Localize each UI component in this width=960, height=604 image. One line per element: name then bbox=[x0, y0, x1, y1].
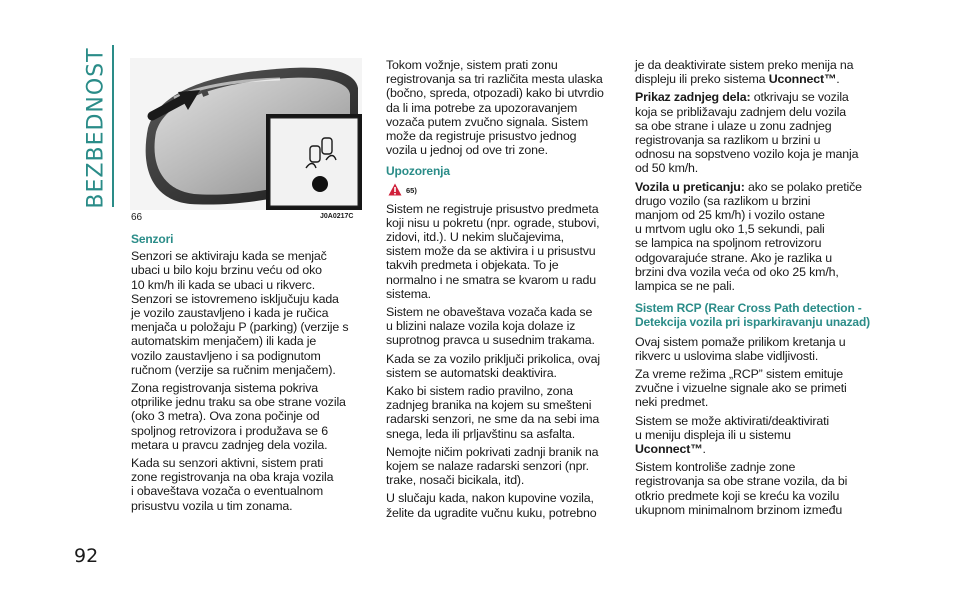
paragraph: Kada se za vozilo priključi prikolica, ovaj sistem se automatski deaktivira. bbox=[386, 351, 600, 380]
figure-number: 66 bbox=[131, 212, 143, 223]
figure-code: J0A0217C bbox=[320, 213, 354, 220]
paragraph: Sistem kontroliše zadnje zone registrovanja sa obe strane vozila, da bi otkrio predmete koji se kreću ka vozilu ukupnom minimalnom brzinom između bbox=[635, 460, 848, 517]
warning-triangle-icon bbox=[388, 183, 402, 196]
section-heading-rcp: Sistem RCP (Rear Cross Path detection - Detekcija vozila pri isparkiravanju unazad) bbox=[635, 301, 870, 330]
paragraph: Tokom vožnje, sistem prati zonu registrovanja sa tri različita mesta ulaska (bočno, spreda, otpozadi) kako bi utvrdio da li ima potrebe za upozoravanjem vozača putem zvučno signala. Sistem može da registruje prisustvo jednog vozila u jednoj od ove tri zone. bbox=[386, 58, 604, 158]
warning-marker bbox=[386, 182, 626, 200]
paragraph: Zona registrovanja sistema pokriva otprilike jednu traku sa obe strane vozila (oko 3 metra). Ova zona počinje od spoljnog retrovizora i produžava se 6 metara u pravcu zadnjeg dela vozila. bbox=[131, 381, 346, 452]
warning-reference: 65) bbox=[406, 185, 417, 195]
column-3 bbox=[635, 58, 885, 517]
paragraph: Senzori se aktiviraju kada se menjač ubaci u bilo koju brzinu veću od oko 10 km/h ili kada se ubaci u rikverc. Senzori se istovremeno isključuju kada je vozilo zaustavljeno i kada je ručica menjača u položaju P (parking) (verzije s automatskim menjačem) ili kada je vozilo zaustavljeno i sa podignutom ručnom (verzije sa ručnim menjačem). bbox=[131, 249, 349, 377]
paragraph: Sistem se može aktivirati/deaktivirati u meniju displeja ili u sistemu Uconnect™. bbox=[635, 413, 829, 457]
paragraph: Nemojte ničim pokrivati zadnji branik na kojem se nalaze radarski senzori (npr. trake, nosači bicikala, itd). bbox=[386, 444, 599, 488]
column-2 bbox=[386, 58, 626, 520]
section-title: BEZBEDNOST bbox=[83, 47, 109, 209]
paragraph: U slučaju kada, nakon kupovine vozila, želite da ugradite vučnu kuku, potrebno bbox=[386, 491, 597, 520]
warnings-heading: Upozorenja bbox=[386, 164, 450, 179]
section-heading-senzori: Senzori bbox=[131, 232, 174, 246]
column-1 bbox=[131, 232, 371, 513]
page-number: 92 bbox=[74, 545, 99, 567]
paragraph: Ovaj sistem pomaže prilikom kretanja u rikverc u uslovima slabe vidljivosti. bbox=[635, 334, 846, 363]
paragraph: Sistem ne obaveštava vozača kada se u blizini nalaze vozila koja dolaze iz suprotnog pravca u susednim trakama. bbox=[386, 305, 595, 348]
paragraph: Za vreme režima „RCP” sistem emituje zvučne i vizuelne signale ako se primeti neki predmet. bbox=[635, 367, 847, 410]
paragraph: Sistem ne registruje prisustvo predmeta koji nisu u pokretu (npr. ograde, stubovi, zidovi, itd.). U nekim slučajevima, sistem može da se aktivira i u prisustvu takvih predmeta i objekata. To je normalno i ne smatra se kvarom u radu sistema. bbox=[386, 201, 600, 301]
paragraph: Vozila u preticanju: ako se polako pretiče drugo vozilo (sa razlikom u brzini manjom od 25 km/h) i vozilo ostane u mrtvom uglu oko 1,5 sekundi, pali se lampica na spoljnom retrovizoru odgovarajuće strane. Ako je razlika u brzini dva vozila veća od oko 25 km/h, lampica se ne pali. bbox=[635, 179, 862, 294]
paragraph: Kako bi sistem radio pravilno, zona zadnjeg branika na kojem su smešteni radarski senzori, ne sme da na sebi ima snega, leda ili prljavštinu sa asfalta. bbox=[386, 384, 600, 441]
paragraph: Prikaz zadnjeg dela: otkrivaju se vozila koja se približavaju zadnjem delu vozila sa obe strane i ulaze u zonu zadnjeg registrovanja sa razlikom u brzini u odnosu na sopstveno vozilo koja je manja od 50 km/h. bbox=[635, 90, 859, 176]
section-divider bbox=[112, 45, 114, 207]
paragraph: Kada su senzori aktivni, sistem prati zone registrovanja na oba kraja vozila i obaveštava vozača o eventualnom prisustvu vozila u tim zonama. bbox=[131, 456, 334, 513]
mirror-illustration bbox=[130, 58, 362, 210]
paragraph: je da deaktivirate sistem preko menija na displeju ili preko sistema Uconnect™. bbox=[635, 58, 854, 87]
